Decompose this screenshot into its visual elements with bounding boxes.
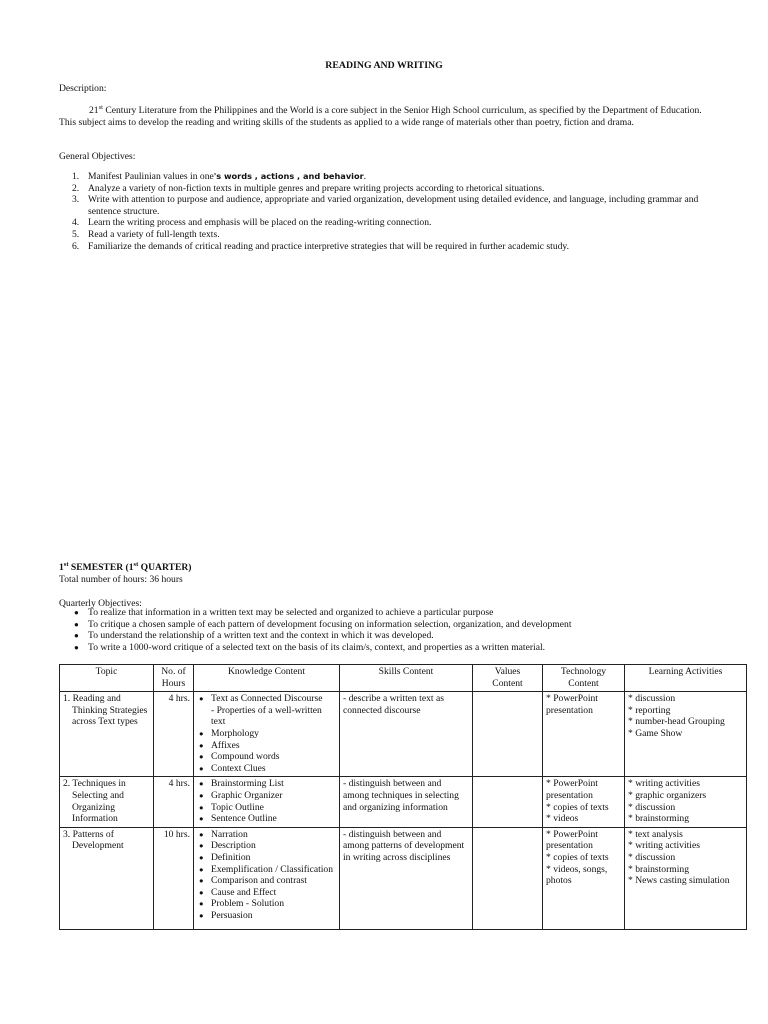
knowledge-text: Cause and Effect — [211, 886, 277, 898]
header-knowledge-label: Knowledge Content — [227, 666, 305, 677]
knowledge-item — [197, 802, 336, 814]
topic-line: Information — [72, 813, 118, 825]
topic-cell — [60, 827, 154, 930]
semester-heading — [59, 562, 191, 574]
knowledge-text: Sentence Outline — [211, 813, 277, 825]
technology-cell — [543, 827, 625, 930]
skills-cell — [340, 777, 473, 827]
bullet-icon: ● — [199, 752, 204, 762]
technology-item: * PowerPoint presentation — [546, 693, 598, 716]
bullet-icon: ● — [199, 864, 204, 874]
knowledge-text: Morphology — [211, 727, 259, 739]
values-cell — [473, 777, 543, 827]
activity-item: * writing activities — [628, 778, 700, 790]
objective-emphasis: 's words , actions , and behavior — [213, 171, 364, 181]
header-technology-line1: Technology — [560, 666, 607, 677]
header-values-line1: Values — [494, 666, 521, 677]
activities-cell — [625, 827, 747, 930]
objective-number: 2. — [72, 182, 80, 194]
technology-item: * videos — [546, 813, 579, 825]
bullet-icon: ● — [199, 694, 204, 704]
knowledge-item — [197, 751, 336, 763]
hours-value: 4 hrs. — [168, 693, 190, 705]
topic-line: 2. Techniques in — [63, 778, 126, 790]
knowledge-cell — [194, 692, 340, 777]
knowledge-text: Affixes — [211, 739, 240, 751]
document-title: READING AND WRITING — [325, 60, 443, 71]
topic-line: 1. Reading and — [63, 693, 121, 705]
quarterly-objective-text: To critique a chosen sample of each pattern of development focusing on information selection, organization, and development — [88, 618, 572, 630]
topic-cell — [60, 692, 154, 777]
hours-cell — [154, 827, 194, 930]
table-row — [60, 692, 747, 777]
description-label: Description: — [59, 83, 107, 94]
topic-line: Thinking Strategies — [72, 704, 148, 716]
bullet-icon: ● — [199, 887, 204, 897]
bullet-icon: ● — [199, 814, 204, 824]
general-objective-item — [59, 229, 719, 241]
knowledge-list — [197, 829, 336, 922]
knowledge-text: Exemplification / Classification — [211, 863, 334, 875]
knowledge-item — [197, 852, 336, 864]
skills-cell — [340, 692, 473, 777]
knowledge-item — [197, 693, 336, 728]
knowledge-list — [197, 693, 336, 774]
knowledge-item — [197, 829, 336, 841]
knowledge-item — [197, 887, 336, 899]
knowledge-item — [197, 728, 336, 740]
bullet-icon: ● — [199, 790, 204, 800]
description-ordinal: 21 — [89, 105, 99, 116]
objective-number: 4. — [72, 217, 80, 229]
objective-text: Manifest Paulinian values in one — [88, 171, 214, 182]
knowledge-text: Description — [211, 840, 256, 852]
quarterly-objective-item — [59, 619, 719, 631]
knowledge-text: Topic Outline — [211, 801, 264, 813]
total-hours: Total number of hours: 36 hours — [59, 574, 183, 585]
knowledge-list — [197, 778, 336, 824]
knowledge-text: Problem - Solution — [211, 898, 285, 910]
knowledge-item — [197, 778, 336, 790]
bullet-icon: ● — [199, 728, 204, 738]
activity-item: * graphic organizers — [628, 789, 707, 801]
bullet-icon: ● — [74, 608, 79, 617]
activity-item: * discussion — [628, 801, 676, 813]
technology-item: * copies of texts — [546, 851, 609, 863]
bullet-icon: ● — [199, 876, 204, 886]
semester-suffix: st — [63, 561, 69, 568]
bullet-icon: ● — [199, 841, 204, 851]
topic-line: 3. Patterns of — [63, 828, 114, 840]
activity-item: * brainstorming — [628, 863, 690, 875]
quarterly-objective-item — [59, 630, 719, 642]
technology-item: * videos, songs, photos — [546, 863, 608, 887]
header-technology — [543, 665, 625, 692]
knowledge-item — [197, 813, 336, 825]
general-objective-item — [59, 241, 719, 253]
knowledge-item — [197, 840, 336, 852]
knowledge-text: Context Clues — [211, 762, 266, 774]
knowledge-item — [197, 910, 336, 922]
objective-number: 5. — [72, 228, 80, 240]
description-body: Century Literature from the Philippines and the World is a core subject in the Senior High School curriculum, as specified by the Department of Education. This subject aims to develop the reading and writing skills of the students as applied to a wide range of materials other than poetry, fiction and drama. — [59, 105, 702, 128]
knowledge-cell — [194, 827, 340, 930]
bullet-icon: ● — [199, 802, 204, 812]
objective-number: 1. — [72, 171, 80, 182]
knowledge-subitem: - Properties of a well-written text — [211, 704, 322, 728]
bullet-icon: ● — [199, 852, 204, 862]
objective-text: Familiarize the demands of critical reading and practice interpretive strategies that will be required in further academic study. — [88, 240, 569, 252]
knowledge-item — [197, 790, 336, 802]
activity-item: * News casting simulation — [628, 875, 730, 887]
general-objective-item — [59, 194, 719, 217]
objective-text: Analyze a variety of non-fiction texts in multiple genres and prepare writing projects according to rhetorical situations. — [88, 182, 545, 194]
header-hours-line1: No. of — [161, 666, 186, 677]
bullet-icon: ● — [74, 619, 79, 629]
semester-number: 1 — [59, 562, 64, 573]
description-ordinal-suffix: st — [98, 104, 103, 111]
topic-line: Selecting and — [72, 789, 124, 801]
knowledge-text: Persuasion — [211, 909, 253, 921]
activity-item: * text analysis — [628, 828, 683, 840]
activity-item: * reporting — [628, 704, 671, 716]
header-hours-line2: Hours — [161, 677, 186, 689]
general-objective-item — [59, 217, 719, 229]
header-hours — [154, 665, 194, 692]
quarterly-objective-item — [59, 607, 719, 619]
knowledge-text: Definition — [211, 851, 251, 863]
bullet-icon: ● — [199, 763, 204, 773]
activity-item: * Game Show — [628, 727, 683, 739]
quarter-text: QUARTER) — [138, 562, 192, 573]
bullet-icon: ● — [74, 642, 79, 652]
technology-item: * PowerPoint presentation — [546, 778, 598, 801]
activity-item: * brainstorming — [628, 813, 690, 825]
description-text — [59, 105, 719, 128]
header-values — [473, 665, 543, 692]
bullet-icon: ● — [199, 829, 204, 839]
knowledge-text: Compound words — [211, 751, 280, 763]
hours-cell — [154, 692, 194, 777]
objective-number: 6. — [72, 240, 80, 252]
header-learning — [625, 665, 747, 692]
skills-text: - distinguish between and among patterns of development in writing across disciplines — [343, 828, 465, 863]
header-skills — [340, 665, 473, 692]
knowledge-text: Graphic Organizer — [211, 789, 283, 801]
skills-cell — [340, 827, 473, 930]
topic-cell — [60, 777, 154, 827]
general-objectives-label: General Objectives: — [59, 151, 136, 162]
technology-item: * copies of texts — [546, 801, 609, 813]
objective-text: Learn the writing process and emphasis will be placed on the reading-writing connection. — [88, 217, 432, 229]
hours-value: 10 hrs. — [163, 828, 190, 840]
quarterly-objective-item — [59, 642, 719, 654]
topic-line: Development — [72, 840, 124, 852]
topic-line: across Text types — [72, 716, 138, 728]
knowledge-item — [197, 864, 336, 876]
knowledge-text: Narration — [211, 828, 248, 840]
quarterly-objectives-list — [59, 607, 719, 653]
quarterly-objective-text: To understand the relationship of a written text and the context in which it was developed. — [88, 630, 434, 642]
hours-cell — [154, 777, 194, 827]
bullet-icon: ● — [199, 740, 204, 750]
table-row — [60, 827, 747, 930]
bullet-icon: ● — [74, 631, 79, 641]
table-header-row — [60, 665, 747, 692]
general-objectives-list — [59, 171, 719, 252]
technology-item: * PowerPoint presentation — [546, 828, 598, 852]
topic-line: Organizing — [72, 801, 115, 813]
quarter-suffix: st — [133, 561, 139, 568]
objective-text: Write with attention to purpose and audience, appropriate and varied organization, development using detailed evidence, and language, including grammar and sentence structure. — [88, 194, 699, 217]
curriculum-table — [59, 664, 747, 930]
quarterly-objective-text: To write a 1000-word critique of a selected text on the basis of its claim/s, context, and properties as a written material. — [88, 641, 546, 653]
knowledge-text: Text as Connected Discourse — [211, 693, 323, 705]
activity-item: * discussion — [628, 693, 676, 705]
activity-item: * number-head Grouping — [628, 716, 725, 728]
header-values-line2: Content — [492, 677, 523, 689]
knowledge-item — [197, 898, 336, 910]
objective-number: 3. — [72, 194, 80, 206]
bullet-icon: ● — [199, 899, 204, 909]
knowledge-text: Brainstorming List — [211, 778, 284, 790]
values-cell — [473, 692, 543, 777]
header-learning-label: Learning Activities — [648, 666, 723, 677]
values-cell — [473, 827, 543, 930]
header-skills-label: Skills Content — [378, 666, 434, 677]
header-topic-label: Topic — [95, 666, 118, 677]
knowledge-item — [197, 740, 336, 752]
objective-suffix: . — [363, 171, 367, 182]
knowledge-text: Comparison and contrast — [211, 875, 307, 887]
header-topic — [60, 665, 154, 692]
activities-cell — [625, 692, 747, 777]
activity-item: * writing activities — [628, 840, 700, 852]
activities-cell — [625, 777, 747, 827]
activity-item: * discussion — [628, 851, 676, 863]
skills-text: - distinguish between and among techniques in selecting and organizing information — [343, 778, 459, 813]
quarterly-objectives-label: Quarterly Objectives: — [59, 598, 142, 609]
knowledge-item — [197, 875, 336, 887]
header-technology-line2: Content — [568, 677, 599, 689]
quarterly-objective-text: To realize that information in a written text may be selected and organized to achieve a particular purpose — [88, 607, 494, 618]
semester-text: SEMESTER (1 — [68, 562, 134, 573]
hours-value: 4 hrs. — [168, 778, 190, 790]
header-knowledge — [194, 665, 340, 692]
technology-cell — [543, 777, 625, 827]
table-row — [60, 777, 747, 827]
knowledge-cell — [194, 777, 340, 827]
general-objective-item — [59, 183, 719, 195]
technology-cell — [543, 692, 625, 777]
bullet-icon: ● — [199, 910, 204, 920]
skills-text: - describe a written text as connected discourse — [343, 693, 444, 716]
knowledge-item — [197, 763, 336, 775]
objective-text: Read a variety of full-length texts. — [88, 228, 220, 240]
bullet-icon: ● — [199, 779, 204, 789]
general-objective-item — [59, 171, 719, 183]
